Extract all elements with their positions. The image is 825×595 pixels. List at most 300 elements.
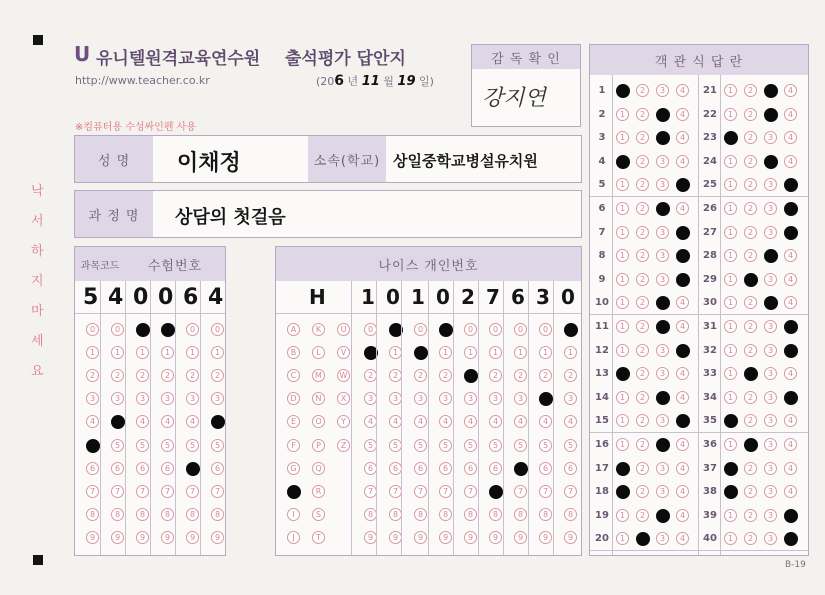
- digit-bubble[interactable]: 5: [414, 439, 427, 452]
- choice-bubble[interactable]: [616, 155, 630, 169]
- choice-bubble[interactable]: 1: [724, 367, 737, 380]
- choice-bubble[interactable]: 2: [744, 532, 757, 545]
- digit-bubble[interactable]: 4: [186, 415, 199, 428]
- digit-bubble[interactable]: 4: [464, 415, 477, 428]
- neis-value[interactable]: 0: [386, 285, 400, 309]
- letter-bubble[interactable]: B: [287, 346, 300, 359]
- choice-bubble[interactable]: 3: [656, 532, 669, 545]
- digit-bubble[interactable]: 9: [86, 531, 99, 544]
- choice-bubble[interactable]: 1: [616, 320, 629, 333]
- digit-bubble[interactable]: 7: [439, 485, 452, 498]
- choice-bubble[interactable]: [656, 202, 670, 216]
- choice-bubble[interactable]: [784, 391, 798, 405]
- digit-bubble[interactable]: 1: [136, 346, 149, 359]
- digit-bubble[interactable]: 9: [564, 531, 577, 544]
- choice-bubble[interactable]: 4: [676, 296, 689, 309]
- digit-bubble[interactable]: 7: [514, 485, 527, 498]
- choice-bubble[interactable]: 3: [764, 202, 777, 215]
- choice-bubble[interactable]: 4: [676, 202, 689, 215]
- digit-bubble[interactable]: 3: [211, 392, 224, 405]
- digit-bubble[interactable]: 0: [186, 323, 199, 336]
- neis-value[interactable]: 0: [561, 285, 575, 309]
- choice-bubble[interactable]: 3: [764, 532, 777, 545]
- neis-value[interactable]: 1: [361, 285, 375, 309]
- choice-bubble[interactable]: [656, 509, 670, 523]
- exam-digit[interactable]: 5: [83, 285, 99, 310]
- digit-bubble[interactable]: 3: [564, 392, 577, 405]
- choice-bubble[interactable]: 2: [744, 414, 757, 427]
- letter-bubble[interactable]: S: [312, 508, 325, 521]
- choice-bubble[interactable]: 2: [744, 462, 757, 475]
- choice-bubble[interactable]: 3: [764, 178, 777, 191]
- choice-bubble[interactable]: 4: [676, 509, 689, 522]
- digit-bubble[interactable]: 5: [439, 439, 452, 452]
- digit-bubble[interactable]: [439, 323, 453, 337]
- choice-bubble[interactable]: 1: [724, 178, 737, 191]
- choice-bubble[interactable]: 4: [676, 108, 689, 121]
- choice-bubble[interactable]: 2: [744, 108, 757, 121]
- choice-bubble[interactable]: 3: [656, 485, 669, 498]
- choice-bubble[interactable]: 2: [636, 367, 649, 380]
- exam-digit[interactable]: 6: [183, 285, 199, 310]
- digit-bubble[interactable]: 1: [489, 346, 502, 359]
- digit-bubble[interactable]: 4: [564, 415, 577, 428]
- digit-bubble[interactable]: [464, 369, 478, 383]
- choice-bubble[interactable]: [784, 320, 798, 334]
- digit-bubble[interactable]: 8: [364, 508, 377, 521]
- choice-bubble[interactable]: 3: [764, 320, 777, 333]
- choice-bubble[interactable]: 3: [656, 249, 669, 262]
- choice-bubble[interactable]: [616, 462, 630, 476]
- digit-bubble[interactable]: 4: [489, 415, 502, 428]
- digit-bubble[interactable]: 5: [539, 439, 552, 452]
- choice-bubble[interactable]: [656, 320, 670, 334]
- digit-bubble[interactable]: 7: [389, 485, 402, 498]
- digit-bubble[interactable]: 0: [414, 323, 427, 336]
- choice-bubble[interactable]: 1: [724, 438, 737, 451]
- choice-bubble[interactable]: 4: [784, 249, 797, 262]
- choice-bubble[interactable]: 1: [616, 273, 629, 286]
- choice-bubble[interactable]: 4: [784, 273, 797, 286]
- choice-bubble[interactable]: 2: [744, 296, 757, 309]
- letter-bubble[interactable]: [287, 485, 301, 499]
- digit-bubble[interactable]: 1: [161, 346, 174, 359]
- digit-bubble[interactable]: [86, 439, 100, 453]
- choice-bubble[interactable]: 4: [676, 320, 689, 333]
- choice-bubble[interactable]: 3: [764, 273, 777, 286]
- digit-bubble[interactable]: 8: [564, 508, 577, 521]
- digit-bubble[interactable]: 9: [161, 531, 174, 544]
- neis-value[interactable]: 0: [436, 285, 450, 309]
- choice-bubble[interactable]: 3: [656, 84, 669, 97]
- choice-bubble[interactable]: 4: [676, 532, 689, 545]
- choice-bubble[interactable]: [676, 178, 690, 192]
- letter-bubble[interactable]: T: [312, 531, 325, 544]
- letter-bubble[interactable]: V: [337, 346, 350, 359]
- digit-bubble[interactable]: [564, 323, 578, 337]
- choice-bubble[interactable]: 1: [724, 296, 737, 309]
- choice-bubble[interactable]: [764, 84, 778, 98]
- exam-digit[interactable]: 4: [108, 285, 124, 310]
- digit-bubble[interactable]: 1: [514, 346, 527, 359]
- choice-bubble[interactable]: 1: [616, 178, 629, 191]
- digit-bubble[interactable]: 7: [364, 485, 377, 498]
- digit-bubble[interactable]: 3: [439, 392, 452, 405]
- choice-bubble[interactable]: [676, 414, 690, 428]
- choice-bubble[interactable]: [656, 296, 670, 310]
- choice-bubble[interactable]: [744, 438, 758, 452]
- digit-bubble[interactable]: 3: [86, 392, 99, 405]
- digit-bubble[interactable]: 2: [186, 369, 199, 382]
- choice-bubble[interactable]: 2: [636, 438, 649, 451]
- digit-bubble[interactable]: 5: [186, 439, 199, 452]
- digit-bubble[interactable]: 9: [489, 531, 502, 544]
- choice-bubble[interactable]: 4: [676, 438, 689, 451]
- digit-bubble[interactable]: 5: [489, 439, 502, 452]
- letter-bubble[interactable]: J: [287, 531, 300, 544]
- choice-bubble[interactable]: 4: [676, 485, 689, 498]
- digit-bubble[interactable]: 6: [364, 462, 377, 475]
- digit-bubble[interactable]: 4: [389, 415, 402, 428]
- digit-bubble[interactable]: 1: [111, 346, 124, 359]
- digit-bubble[interactable]: 3: [136, 392, 149, 405]
- digit-bubble[interactable]: 9: [364, 531, 377, 544]
- choice-bubble[interactable]: 1: [724, 226, 737, 239]
- digit-bubble[interactable]: 2: [564, 369, 577, 382]
- digit-bubble[interactable]: 8: [211, 508, 224, 521]
- choice-bubble[interactable]: 1: [616, 391, 629, 404]
- digit-bubble[interactable]: 3: [364, 392, 377, 405]
- choice-bubble[interactable]: 4: [676, 391, 689, 404]
- choice-bubble[interactable]: [764, 155, 778, 169]
- choice-bubble[interactable]: 4: [784, 485, 797, 498]
- choice-bubble[interactable]: 2: [744, 320, 757, 333]
- digit-bubble[interactable]: 0: [464, 323, 477, 336]
- digit-bubble[interactable]: 3: [186, 392, 199, 405]
- letter-bubble[interactable]: Y: [337, 415, 350, 428]
- choice-bubble[interactable]: 2: [744, 391, 757, 404]
- choice-bubble[interactable]: 1: [616, 202, 629, 215]
- letter-bubble[interactable]: P: [312, 439, 325, 452]
- digit-bubble[interactable]: 7: [136, 485, 149, 498]
- digit-bubble[interactable]: 6: [161, 462, 174, 475]
- choice-bubble[interactable]: 2: [636, 131, 649, 144]
- choice-bubble[interactable]: [656, 438, 670, 452]
- choice-bubble[interactable]: 1: [724, 249, 737, 262]
- digit-bubble[interactable]: 3: [111, 392, 124, 405]
- digit-bubble[interactable]: 1: [86, 346, 99, 359]
- choice-bubble[interactable]: 2: [744, 485, 757, 498]
- digit-bubble[interactable]: 3: [514, 392, 527, 405]
- digit-bubble[interactable]: 7: [414, 485, 427, 498]
- choice-bubble[interactable]: [656, 108, 670, 122]
- choice-bubble[interactable]: 1: [616, 131, 629, 144]
- choice-bubble[interactable]: [676, 226, 690, 240]
- choice-bubble[interactable]: [676, 249, 690, 263]
- digit-bubble[interactable]: 6: [564, 462, 577, 475]
- affiliation-value[interactable]: 상일중학교병설유치원: [393, 152, 538, 170]
- choice-bubble[interactable]: 2: [636, 108, 649, 121]
- choice-bubble[interactable]: 1: [724, 320, 737, 333]
- choice-bubble[interactable]: 2: [636, 414, 649, 427]
- choice-bubble[interactable]: 1: [724, 344, 737, 357]
- digit-bubble[interactable]: 0: [364, 323, 377, 336]
- digit-bubble[interactable]: 8: [539, 508, 552, 521]
- choice-bubble[interactable]: 4: [784, 84, 797, 97]
- choice-bubble[interactable]: 1: [724, 108, 737, 121]
- digit-bubble[interactable]: 2: [489, 369, 502, 382]
- choice-bubble[interactable]: 2: [636, 296, 649, 309]
- choice-bubble[interactable]: 3: [764, 438, 777, 451]
- choice-bubble[interactable]: 1: [616, 344, 629, 357]
- digit-bubble[interactable]: 7: [464, 485, 477, 498]
- choice-bubble[interactable]: 3: [656, 367, 669, 380]
- digit-bubble[interactable]: 4: [364, 415, 377, 428]
- letter-bubble[interactable]: Z: [337, 439, 350, 452]
- choice-bubble[interactable]: [764, 249, 778, 263]
- choice-bubble[interactable]: 2: [636, 485, 649, 498]
- choice-bubble[interactable]: [784, 178, 798, 192]
- digit-bubble[interactable]: 0: [539, 323, 552, 336]
- digit-bubble[interactable]: 8: [464, 508, 477, 521]
- choice-bubble[interactable]: 2: [636, 155, 649, 168]
- choice-bubble[interactable]: 2: [744, 509, 757, 522]
- digit-bubble[interactable]: 8: [514, 508, 527, 521]
- digit-bubble[interactable]: 5: [389, 439, 402, 452]
- digit-bubble[interactable]: 5: [136, 439, 149, 452]
- letter-bubble[interactable]: A: [287, 323, 300, 336]
- digit-bubble[interactable]: 8: [389, 508, 402, 521]
- digit-bubble[interactable]: 7: [564, 485, 577, 498]
- choice-bubble[interactable]: 4: [676, 131, 689, 144]
- choice-bubble[interactable]: [744, 273, 758, 287]
- digit-bubble[interactable]: 1: [539, 346, 552, 359]
- digit-bubble[interactable]: 1: [186, 346, 199, 359]
- choice-bubble[interactable]: [616, 485, 630, 499]
- neis-value[interactable]: 7: [486, 285, 500, 309]
- digit-bubble[interactable]: 2: [514, 369, 527, 382]
- digit-bubble[interactable]: 6: [439, 462, 452, 475]
- choice-bubble[interactable]: 1: [724, 84, 737, 97]
- digit-bubble[interactable]: [514, 462, 528, 476]
- choice-bubble[interactable]: 1: [616, 226, 629, 239]
- letter-bubble[interactable]: X: [337, 392, 350, 405]
- digit-bubble[interactable]: 8: [439, 508, 452, 521]
- digit-bubble[interactable]: 9: [539, 531, 552, 544]
- digit-bubble[interactable]: 8: [111, 508, 124, 521]
- digit-bubble[interactable]: 4: [539, 415, 552, 428]
- choice-bubble[interactable]: 2: [744, 226, 757, 239]
- choice-bubble[interactable]: 2: [636, 273, 649, 286]
- letter-bubble[interactable]: E: [287, 415, 300, 428]
- choice-bubble[interactable]: 4: [784, 367, 797, 380]
- choice-bubble[interactable]: 2: [636, 178, 649, 191]
- digit-bubble[interactable]: 0: [86, 323, 99, 336]
- digit-bubble[interactable]: 7: [211, 485, 224, 498]
- digit-bubble[interactable]: 9: [514, 531, 527, 544]
- digit-bubble[interactable]: 1: [564, 346, 577, 359]
- choice-bubble[interactable]: [616, 367, 630, 381]
- choice-bubble[interactable]: [616, 84, 630, 98]
- digit-bubble[interactable]: 0: [111, 323, 124, 336]
- letter-bubble[interactable]: F: [287, 439, 300, 452]
- letter-bubble[interactable]: L: [312, 346, 325, 359]
- digit-bubble[interactable]: [111, 415, 125, 429]
- choice-bubble[interactable]: 1: [616, 414, 629, 427]
- choice-bubble[interactable]: 3: [764, 462, 777, 475]
- digit-bubble[interactable]: 5: [364, 439, 377, 452]
- digit-bubble[interactable]: [186, 462, 200, 476]
- choice-bubble[interactable]: [784, 509, 798, 523]
- choice-bubble[interactable]: 4: [784, 438, 797, 451]
- exam-digit[interactable]: 4: [208, 285, 224, 310]
- digit-bubble[interactable]: 6: [389, 462, 402, 475]
- choice-bubble[interactable]: 2: [744, 202, 757, 215]
- choice-bubble[interactable]: 3: [764, 485, 777, 498]
- digit-bubble[interactable]: 9: [136, 531, 149, 544]
- digit-bubble[interactable]: 3: [489, 392, 502, 405]
- digit-bubble[interactable]: 8: [489, 508, 502, 521]
- choice-bubble[interactable]: 1: [616, 532, 629, 545]
- choice-bubble[interactable]: [784, 532, 798, 546]
- digit-bubble[interactable]: 3: [161, 392, 174, 405]
- digit-bubble[interactable]: 2: [111, 369, 124, 382]
- choice-bubble[interactable]: 4: [676, 84, 689, 97]
- choice-bubble[interactable]: 1: [616, 296, 629, 309]
- digit-bubble[interactable]: 7: [186, 485, 199, 498]
- choice-bubble[interactable]: 3: [764, 414, 777, 427]
- neis-value[interactable]: 1: [411, 285, 425, 309]
- letter-bubble[interactable]: D: [287, 392, 300, 405]
- digit-bubble[interactable]: 6: [211, 462, 224, 475]
- choice-bubble[interactable]: 3: [656, 273, 669, 286]
- digit-bubble[interactable]: 1: [211, 346, 224, 359]
- choice-bubble[interactable]: 3: [656, 226, 669, 239]
- digit-bubble[interactable]: 5: [211, 439, 224, 452]
- digit-bubble[interactable]: 6: [539, 462, 552, 475]
- letter-bubble[interactable]: N: [312, 392, 325, 405]
- choice-bubble[interactable]: 2: [744, 249, 757, 262]
- choice-bubble[interactable]: 4: [784, 296, 797, 309]
- digit-bubble[interactable]: 4: [136, 415, 149, 428]
- digit-bubble[interactable]: 5: [111, 439, 124, 452]
- neis-value[interactable]: 3: [536, 285, 550, 309]
- digit-bubble[interactable]: 0: [514, 323, 527, 336]
- digit-bubble[interactable]: 8: [186, 508, 199, 521]
- choice-bubble[interactable]: 1: [724, 509, 737, 522]
- choice-bubble[interactable]: [784, 202, 798, 216]
- choice-bubble[interactable]: 4: [676, 155, 689, 168]
- letter-bubble[interactable]: G: [287, 462, 300, 475]
- digit-bubble[interactable]: 9: [414, 531, 427, 544]
- choice-bubble[interactable]: 4: [784, 131, 797, 144]
- choice-bubble[interactable]: 4: [676, 462, 689, 475]
- choice-bubble[interactable]: [744, 367, 758, 381]
- digit-bubble[interactable]: 6: [464, 462, 477, 475]
- digit-bubble[interactable]: [539, 392, 553, 406]
- choice-bubble[interactable]: [724, 485, 738, 499]
- choice-bubble[interactable]: 1: [724, 155, 737, 168]
- digit-bubble[interactable]: 1: [439, 346, 452, 359]
- choice-bubble[interactable]: 2: [744, 155, 757, 168]
- choice-bubble[interactable]: 2: [636, 320, 649, 333]
- digit-bubble[interactable]: 7: [539, 485, 552, 498]
- choice-bubble[interactable]: [784, 344, 798, 358]
- choice-bubble[interactable]: 2: [636, 462, 649, 475]
- choice-bubble[interactable]: 4: [784, 108, 797, 121]
- letter-bubble[interactable]: Q: [312, 462, 325, 475]
- digit-bubble[interactable]: 6: [111, 462, 124, 475]
- digit-bubble[interactable]: 6: [86, 462, 99, 475]
- digit-bubble[interactable]: 9: [439, 531, 452, 544]
- digit-bubble[interactable]: 7: [111, 485, 124, 498]
- choice-bubble[interactable]: 2: [636, 509, 649, 522]
- digit-bubble[interactable]: 9: [211, 531, 224, 544]
- choice-bubble[interactable]: 2: [744, 131, 757, 144]
- choice-bubble[interactable]: 1: [724, 391, 737, 404]
- choice-bubble[interactable]: [676, 273, 690, 287]
- choice-bubble[interactable]: 1: [616, 438, 629, 451]
- choice-bubble[interactable]: 2: [636, 226, 649, 239]
- digit-bubble[interactable]: 5: [564, 439, 577, 452]
- choice-bubble[interactable]: 2: [636, 84, 649, 97]
- letter-bubble[interactable]: U: [337, 323, 350, 336]
- choice-bubble[interactable]: 3: [656, 155, 669, 168]
- digit-bubble[interactable]: 9: [389, 531, 402, 544]
- digit-bubble[interactable]: 1: [389, 346, 402, 359]
- choice-bubble[interactable]: 3: [764, 367, 777, 380]
- choice-bubble[interactable]: 2: [744, 84, 757, 97]
- name-value[interactable]: 이채정: [177, 151, 241, 176]
- choice-bubble[interactable]: [724, 414, 738, 428]
- choice-bubble[interactable]: 4: [784, 462, 797, 475]
- digit-bubble[interactable]: 6: [489, 462, 502, 475]
- choice-bubble[interactable]: 3: [764, 226, 777, 239]
- choice-bubble[interactable]: 3: [656, 178, 669, 191]
- digit-bubble[interactable]: 6: [414, 462, 427, 475]
- choice-bubble[interactable]: [676, 344, 690, 358]
- choice-bubble[interactable]: 4: [784, 414, 797, 427]
- digit-bubble[interactable]: 2: [539, 369, 552, 382]
- digit-bubble[interactable]: 7: [161, 485, 174, 498]
- choice-bubble[interactable]: [784, 226, 798, 240]
- digit-bubble[interactable]: 9: [464, 531, 477, 544]
- choice-bubble[interactable]: 3: [656, 462, 669, 475]
- neis-value[interactable]: H: [309, 285, 326, 309]
- digit-bubble[interactable]: 5: [464, 439, 477, 452]
- digit-bubble[interactable]: 5: [514, 439, 527, 452]
- digit-bubble[interactable]: 4: [86, 415, 99, 428]
- digit-bubble[interactable]: 2: [211, 369, 224, 382]
- digit-bubble[interactable]: [489, 485, 503, 499]
- digit-bubble[interactable]: 5: [161, 439, 174, 452]
- choice-bubble[interactable]: [636, 532, 650, 546]
- digit-bubble[interactable]: 8: [86, 508, 99, 521]
- letter-bubble[interactable]: R: [312, 485, 325, 498]
- choice-bubble[interactable]: 3: [764, 509, 777, 522]
- choice-bubble[interactable]: 2: [636, 202, 649, 215]
- digit-bubble[interactable]: 4: [414, 415, 427, 428]
- digit-bubble[interactable]: 7: [86, 485, 99, 498]
- digit-bubble[interactable]: [161, 323, 175, 337]
- choice-bubble[interactable]: [656, 391, 670, 405]
- digit-bubble[interactable]: 0: [489, 323, 502, 336]
- choice-bubble[interactable]: 1: [724, 532, 737, 545]
- choice-bubble[interactable]: 4: [784, 155, 797, 168]
- letter-bubble[interactable]: K: [312, 323, 325, 336]
- digit-bubble[interactable]: [136, 323, 150, 337]
- choice-bubble[interactable]: [656, 131, 670, 145]
